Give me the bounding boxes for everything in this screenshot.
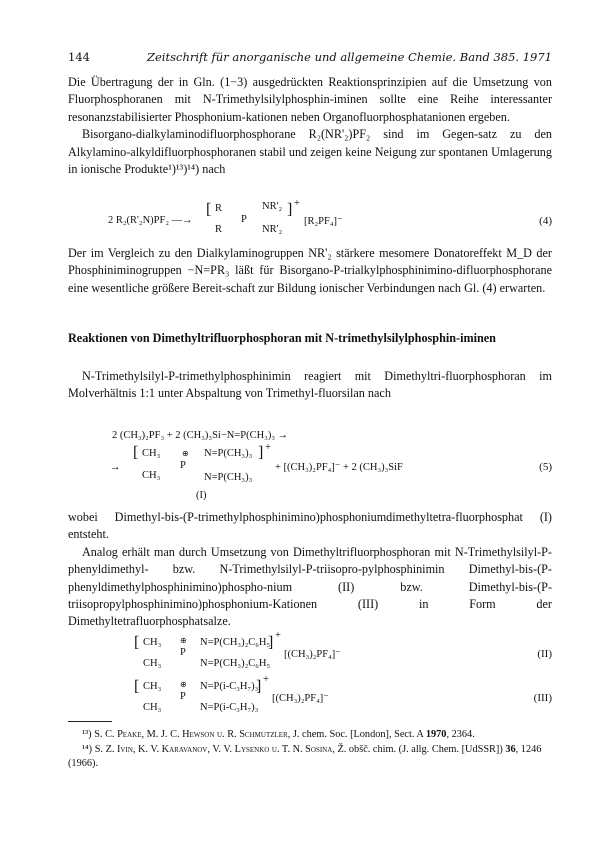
paragraph-reaction: N-Trimethylsilyl-P-trimethylphosphinimin reagiert mit Dimethyltri-fluorphosphoran im Molverhältnis 1:1 unter Abspaltung von Trimethyl-fluorsilan nach: [68, 369, 552, 401]
paragraph-product: wobei Dimethyl-bis-(P-trimethylphosphinimino)phosphoniumdimethyltetra-fluorphosphat (I) entsteht. Analog erhält man durch Umsetzung von Dimethyltrifluorphosphoran mit N-Trimethylsilyl-P-phenyldimethyl- bzw. N-Trimethylsilyl-P-triisopro-pylphosphinimin Dimethyl-bis-(P-phenyldimethylphosphinimino)phospho-nium (II) bzw. Dimethyl-bis-(P-triisopropylphosphinimino)phosphonium-Kationen (III) in Form der Dimethyltetrafluorphosphatsalze.: [68, 510, 552, 629]
equation-number: (4): [539, 215, 552, 227]
footnotes: [68, 728, 552, 772]
journal-title: Zeitschrift für anorganische und allgemeine Chemie. Band 385. 1971: [147, 50, 552, 64]
paragraph-donor-effect: Der im Vergleich zu den Dialkylaminogruppen NR'₂ stärkere mesomere Donatoreffekt M_D der Phosphiniminogruppen −N=PR₃ läßt für Bisorgano-P-trialkylphosphinimino-difluorphosphorane eine wesentliche größere Bereit-schaft zur Bildung ionischer Verbindungen nach Gl. (4) erwarten.: [68, 246, 552, 295]
paper-page: 144 Zeitschrift für anorganische und allgemeine Chemie. Band 385. 1971 Die Übertragung der in Gln. (1−3) ausgedrückten Reaktionsprinzipien auf die Umsetzung von Fluorphosphoranen mit N-Trimethylsilylphosphin-iminen sollte eine Reihe interessanter resonanzstabilisierter Phosphonium-kationen neben Organofluorphosphatanionen ergeben. Bisorgano-dialkylaminodifluorphosphorane R₂(NR'₂)PF₂ sind im Gegen-satz zu den Alkylamino-alkyldifluorphosphoranen stabil und zeigen keine Neigung zur spontanen Umlagerung in ionische Produkte¹)¹³)¹⁴) nach 2 R₂(R'₂N)PF₂ —→ [ R R P NR'₂ NR'₂ ] + [R₂PF₄]⁻ (4) Der im Vergleich zu den Dialkylaminogruppen NR'₂ stärkere mesomere Donatoreffekt M_D der Phosphiniminogruppen −N=PR₃ läßt für Bisorgano-P-trialkylphosphinimino-difluorphosphorane eine wesentliche größere Bereit-schaft zur Bildung ionischer Verbindungen nach Gl. (4) erwarten. Reaktionen von Dimethyltrifluorphosphoran mit N-trimethylsilylphosphin-iminen N-Trimethylsilyl-P-trimethylphosphinimin reagiert mit Dimethyltri-fluorphosphoran im Molverhältnis 1:1 unter Abspaltung von Trimethyl-fluorsilan nach 2 (CH₃)₂PF₃ + 2 (CH₃)₃Si−N=P(CH₃)₃ → → [ CH₃ CH₃ ⊕ P N=P(CH₃)₃ N=P(CH₃)₃ ] + + [(CH₃)₂PF₄]⁻ + 2 (CH₃)₃SiF (I) (5) wobei Dimethyl-bis-(P-trimethylphosphinimino)phosphoniumdimethyltetra-fluorphosphat (I) entsteht. Analog erhält man durch Umsetzung von Dimethyltrifluorphosphoran mit N-Trimethylsilyl-P-phenyldimethyl- bzw. N-Trimethylsilyl-P-triisopro-pylphosphinimin Dimethyl-bis-(P-phenyldimethylphosphinimino)phospho-nium (II) bzw. Dimethyl-bis-(P-triisopropylphosphinimino)phosphonium-Kationen (III) in Form der Dimethyltetrafluorphosphatsalze. [ CH₃ CH₃ ⊕ P N=P(CH₃)₂C₆H₅ N=P(CH₃)₂C₆H₅ ] + [(CH₃)₂PF₄]⁻ (II) [ CH₃ CH₃ ⊕ P N=P(i-C₃H₇)₃ N=P(i-C₃H₇)₃ ] + [(CH₃)₂PF₄]⁻ (III) ¹³) S. C. Peake, M. J. C. Hewson u. R. Schmutzler, J. chem. Soc. [London], Sect. A 1970, 2364. ¹⁴) S. Z. Ivin, K. V. Karavanov, V. V. Lysenko u. T. N. Sosina, Ž. obšč. chim. (J. allg. Chem. [UdSSR]) 36, 1246 (1966).: [0, 0, 607, 847]
equation-number: (II): [537, 648, 552, 660]
footnote-divider: [68, 721, 112, 722]
footnote-14: ¹⁴) S. Z. Ivin, K. V. Karavanov, V. V. Lysenko u. T. N. Sosina, Ž. obšč. chim. (J. allg. Chem. [UdSSR]) 36, 1246 (1966).: [68, 743, 542, 769]
footnote-13: ¹³) S. C. Peake, M. J. C. Hewson u. R. Schmutzler, J. chem. Soc. [London], Sect. A 1970, 2364.: [82, 729, 475, 740]
section-title: Reaktionen von Dimethyltrifluorphosphoran mit N-trimethylsilylphosphin-iminen: [68, 331, 496, 345]
paragraph-intro: Die Übertragung der in Gln. (1−3) ausgedrückten Reaktionsprinzipien auf die Umsetzung von Fluorphosphoranen mit N-Trimethylsilylphosphin-iminen sollte eine Reihe interessanter resonanzstabilisierter Phosphonium-kationen neben Organofluorphosphatanionen ergeben. Bisorgano-dialkylaminodifluorphosphorane R₂(NR'₂)PF₂ sind im Gegen-satz zu den Alkylamino-alkyldifluorphosphoranen stabil und zeigen keine Neigung zur spontanen Umlagerung in ionische Produkte¹)¹³)¹⁴) nach: [68, 75, 552, 177]
page-number: 144: [68, 50, 90, 64]
equation-number: (5): [539, 461, 552, 473]
equation-number: (III): [533, 692, 552, 704]
